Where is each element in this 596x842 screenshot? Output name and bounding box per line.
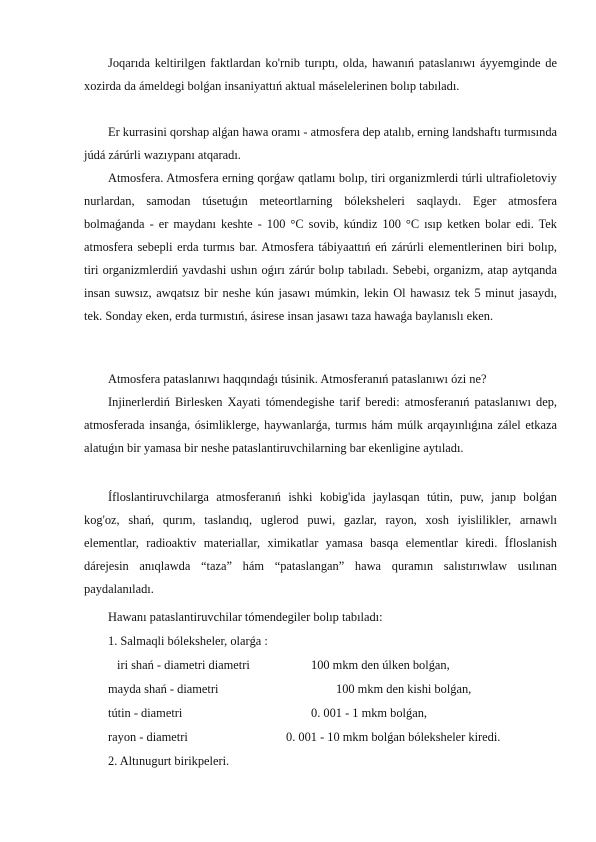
particle-description: 100 mkm den kishi bolǵan, [336,682,472,696]
paragraph-pollutants: Ífloslantiruvchilarga atmosferanıń ishki kobig'ida jaylasqan tútin, puw, janıp bolǵan kog'oz, shań, qurım, taslandıq, uglerod puwi, gazlar, rayon, xosh iyislilikler, arnawlı elementlar, radioaktiv materiallar, ximikatlar yamasa basqa elementlar kiredi. Ífloslanish dárejesin anıqlawda “taza” hám “pataslangan” hawa quramın salıstırıwlaw usılınan paydalanıladı. [84,490,557,596]
paragraph-pollution-definition: Injinerlerdiń Birlesken Xayati tómendegishe tarif beredi: atmosferanıń pataslanıwı dep, atmosferada insanǵa, ósimliklerge, haywanlarǵa, turmıs hám múlk arqayınlıǵına zálel etkaza alatuǵın bir yamasa bir neshe pataslantiruvchilarning bar ekenligine aytıladı. [84,395,557,455]
paragraph-pollution-question: Atmosfera pataslanıwı haqqındaǵı túsinik. Atmosferanıń pataslanıwı ózi ne? [108,372,487,386]
particle-name: tútin - diametri [108,706,183,720]
particle-name: rayon - diametri [108,730,188,744]
paragraph-atmosphere-role: Atmosfera. Atmosfera erning qorǵaw qatlamı bolıp, tiri organizmlerdi túrli ultrafioletoviy nurlardan, samodan túsetuǵın meteortlarning bóleksheleri saqlaydı. Eger atmosfera bolmaǵanda - er maydanı keshte - 100 °C sovib, kúndiz 100 °C ısıp ketken bolar edi. Tek atmosfera sebepli erda turmıs bar. Atmosfera tábiyaattıń eń zárúrli elementlerinen biri bolıp, tiri organizmlerdiń yavdashi ushın oǵırı zárúr bolıp tabıladı. Sebebi, organizm, atap aytqanda insan suwsız, awqatsız bir neshe kún jasawı múmkin, lekin Ol hawasız tek 5 minut jasaydı, tek. Sonday eken, erda turmıstıń, ásirese insan jasawı taza hawaǵa baylanıslı eken. [84,171,557,323]
list-heading-sulfur-compounds: 2. Altınugurt birikpeleri. [108,754,230,768]
particle-description: 0. 001 - 10 mkm bolǵan bóleksheler kiredi. [286,730,501,744]
particle-description: 100 mkm den úlken bolǵan, [311,658,450,672]
particle-name: iri shań - diametri diametri [117,658,250,672]
paragraph-pollutant-list-intro: Hawanı pataslantiruvchilar tómendegiler bolıp tabıladı: [108,610,383,624]
paragraph-atmosphere-definition: Er kurrasini qorshap alǵan hawa oramı - atmosfera dep atalıb, erning landshaftı turmısında júdá zárúrli wazıypanı atqaradı. [84,125,558,162]
particle-description: 0. 001 - 1 mkm bolǵan, [311,706,427,720]
list-heading-particles: 1. Salmaqli bóleksheler, olarǵa : [108,634,268,648]
paragraph-intro: Joqarıda keltirilgen faktlardan ko'rnib turıptı, olda, hawanıń pataslanıwı áyyemginde de xozirda da ámeldegi bolǵan insaniyattıń aktual máselelerinen bolıp tabıladı. [84,56,557,93]
particle-name: mayda shań - diametri [108,682,219,696]
